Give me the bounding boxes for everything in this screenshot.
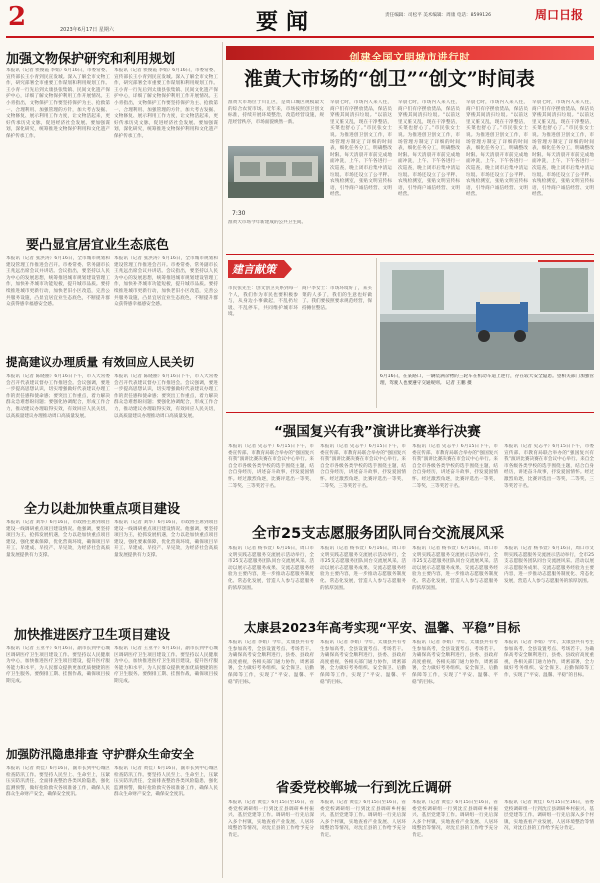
banner-text: 创建全国文明城市进行时	[349, 53, 471, 64]
campaign-banner	[226, 46, 594, 64]
article-title: 加强防汛隐患排查 守护群众生命安全	[6, 747, 195, 761]
editor-info: 责任编辑：司松平 美术编辑：周康 电话：8599126	[385, 13, 492, 18]
article-body-cont: 本报讯（记者 王亚平）6月16日，副市长到中心城区调研医疗卫生项目建设工作。要坚持以人民健康为中心，加快推进医疗卫生项目建设，提升医疗服务能力和水平，为人民群众提供更加优质便捷的医疗卫生服务。要倒排工期、挂图作战，确保项目按期完成。	[114, 646, 218, 684]
page-number: 2	[8, 2, 27, 32]
article-body: 本报讯（记者 刘华）6月16日，市政协主席到项目建设一线调研重点项目建设情况。他强调，要坚持项目为王，抢抓发展机遇，全力以赴加快重点项目建设，强化要素保障，优化营商环境，确保项目早开工、早建成、早投产、早见效，为经济社会高质量发展提供有力支撑。	[6, 520, 110, 558]
article-body-cont: 本报讯（记者 侯俊霞 李娟）6月16日，市委常委、宣传部长王小青到民宣发城。深入了解全市文物工作，研究部署全市重要工作谋划和利用规划工作。王小青一行先后到太康县张集镇、民间文化遗产保护中心，详细了解文物保护利用工作开展情况。王小青指出，文物保护工作要坚持保护为主、抢救第一、合理利用、加强管理的方针，加大考古发掘、文物修复、展示利用工作力度，让文物活起来，更好传承历史文脉，促进经济社会发展。要加强谋划，深化研究，统筹推进文物保护利用和文化遗产保护传承工作。	[114, 68, 218, 139]
article-body: 本报讯（记者 王亚平）6月16日，副市长到中心城区调研医疗卫生项目建设工作。要坚持以人民健康为中心，加快推进医疗卫生项目建设，提升医疗服务能力和水平，为人民群众提供更加优质便捷的医疗卫生服务。要倒排工期、挂图作战，确保项目按期完成。	[6, 646, 110, 684]
main-body-col3: 早晨七时，市场内人来人往，商户们有序摆放货品，保洁员穿梭其间清扫垃圾。“以前这里又脏又乱，现在干净整洁，买菜也舒心了。”市民张女士说。为推进创卫创文工作，市场管理方制定了详细的时间表，细化任务分工，明确整改时限。每天清晨开市前完成地面冲洗，上午、下午各进行一次巡查，晚上闭市后集中清运垃圾。市场还设立了公平秤、农残检测室，张贴文明宣传标语，引导商户诚信经营、文明经营。	[466, 100, 528, 198]
article-title: 要凸显宜居宜业生态底色	[26, 238, 170, 253]
article-body: 本报讯（记者 侯俊霞 李娟）6月16日，市委常委、宣传部长王小青到民宣发城。深入了解全市文物工作，研究部署全市重要工作谋划和利用规划工作。王小青一行先后到太康县张集镇、民间文化遗产保护中心，详细了解文物保护利用工作开展情况。王小青指出，文物保护工作要坚持保护为主、抢救第一、合理利用、加强管理的方针，加大考古发掘、文物修复、展示利用工作力度，让文物活起来，更好传承历史文脉，促进经济社会发展。要加强谋划，深化研究，统筹推进文物保护利用和文化遗产保护传承工作。	[6, 68, 110, 139]
tricycle-caption: 6月16日，在某路口，一辆装满杂物的三轮车在机动车道上逆行，存在较大安全隐患。望相关部门加强管理，驾驶人也要遵守交通规则。 记者 王鹏 摄	[380, 374, 594, 386]
article-title: 省委党校郸城一行到沈丘调研	[276, 780, 452, 796]
article-body-cont: 本报讯（记者 黄佳）6月15日至16日，省委党校调研组一行到沈丘县调研乡村振兴、基层党建等工作。调研组一行先后深入多个村镇，实地查看产业发展、人居环境整治等情况，对沈丘县的工作给予充分肯定。	[504, 800, 594, 832]
article-body-cont: 本报讯（记者 史志平）6月15日下午，市委宣传部、市教育局联合举办的“强国复兴有我”演讲比赛决赛在市会议中心举行。来自全市各级各类学校的选手围绕主题，结合自身经历，讲述奋斗故事，抒发爱国情怀。经过激烈角逐，比赛评选出一等奖、二等奖、三等奖若干名。	[320, 444, 406, 489]
article-body: 本报讯（记者 张洪涛）6月16日，全市城市规划和建设管理工作推进会召开。市委常委、常务副市长王兆远出席会议并讲话。会议指出，要坚持以人民为中心的发展思想，统筹推进城市规划建设管理工作，加快补齐城市功能短板，提升城市品质。要持续推进城市更新行动，加快老旧小区改造，完善公共服务设施，凸显宜居宜业生态底色，不断提升群众获得感幸福感安全感。	[6, 256, 110, 308]
article-body-cont: 本报讯（记者 史志平）6月15日下午，市委宣传部、市教育局联合举办的“强国复兴有我”演讲比赛决赛在市会议中心举行。来自全市各级各类学校的选手围绕主题，结合自身经历，讲述奋斗故事，抒发爱国情怀。经过激烈角逐，比赛评选出一等奖、二等奖、三等奖若干名。	[504, 444, 594, 489]
jianyan-body-cont: 商户李女士：市场环境好了，来买菜的人多了，我们的生意也好做了。我们要按照要求规范经营，保持摊位整洁。	[302, 286, 372, 311]
article-body: 本报讯（记者 杨书萱）6月16日，周口市文明实践志愿服务交流展示活动举行，全市25支志愿服务团队同台交流展风采。活动以展示志愿服务成果、交流志愿服务经验为主要内容，进一步推动志愿服务制度化、常态化发展，营造人人参与志愿服务的浓厚氛围。	[228, 546, 314, 591]
article-body-cont: 本报讯（记者 杨书萱）6月16日，周口市文明实践志愿服务交流展示活动举行，全市25支志愿服务团队同台交流展风采。活动以展示志愿服务成果、交流志愿服务经验为主要内容，进一步推动志愿服务制度化、常态化发展，营造人人参与志愿服务的浓厚氛围。	[504, 546, 594, 584]
section-title: 要闻	[256, 9, 317, 35]
article-title: 太康县2023年高考实现“平安、温馨、平稳”目标	[244, 620, 521, 635]
article-body: 本报讯（记者 史志平）6月15日下午，市委宣传部、市教育局联合举办的“强国复兴有我”演讲比赛决赛在市会议中心举行。来自全市各级各类学校的选手围绕主题，结合自身经历，讲述奋斗故事，抒发爱国情怀。经过激烈角逐，比赛评选出一等奖、二等奖、三等奖若干名。	[228, 444, 314, 489]
article-title: “强国复兴有我”演讲比赛举行决赛	[274, 424, 481, 440]
article-body-cont: 本报讯（记者 黄佳）6月15日至16日，省委党校调研组一行到沈丘县调研乡村振兴、基层党建等工作。调研组一行先后深入多个村镇，实地查看产业发展、人居环境整治等情况，对沈丘县的工作给予充分肯定。	[320, 800, 406, 838]
jianyan-body: 市民张先生：创文创卫关系到每一个人，我们作为市民也要积极参与，从身边小事做起，不乱扔垃圾、不乱停车，共同维护城市环境。	[228, 286, 298, 318]
article-title: 全市25支志愿服务团队同台交流展风采	[252, 526, 505, 542]
article-body-cont: 本报讯（记者 李娟）今年，太康县共有考生参加高考，全县设置考点、考场若干。为确保高考安全顺利进行，县委、县政府高度重视，各相关部门通力协作，周密部署，全力做好考务组织、安全保卫、后勤保障等工作，实现了“平安、温馨、平稳”的目标。	[412, 640, 498, 685]
article-body-cont: 本报讯（记者 杨书萱）6月16日，周口市文明实践志愿服务交流展示活动举行，全市25支志愿服务团队同台交流展风采。活动以展示志愿服务成果、交流志愿服务经验为主要内容，进一步推动志愿服务制度化、常态化发展，营造人人参与志愿服务的浓厚氛围。	[412, 546, 498, 591]
main-intro: 淮黄大市场位于川汇区，是周口城区规模最大的综合农贸市场。近年来，市场按照创卫创文标准，持续开展环境整治，改造经营设施，规范经营秩序，市场面貌焕然一新。	[228, 100, 324, 125]
photo-caption: 淮黄大市场今年新建成的公共卫生间。	[228, 220, 307, 225]
header-rule	[6, 36, 594, 38]
jianyan-tag	[228, 258, 292, 280]
jianyan-tag-text: 建言献策	[232, 263, 276, 276]
page-date: 2023年6月17日 星期六	[60, 27, 114, 33]
article-body-cont: 本报讯（记者 李娟）今年，太康县共有考生参加高考，全县设置考点、考场若干。为确保高考安全顺利进行，县委、县政府高度重视，各相关部门通力协作，周密部署，全力做好考务组织、安全保卫、后勤保障等工作，实现了“平安、温馨、平稳”的目标。	[320, 640, 406, 685]
market-photo-illustration	[228, 146, 324, 198]
article-title: 加快推进医疗卫生项目建设	[14, 628, 171, 643]
main-body-col2: 早晨七时，市场内人来人往，商户们有序摆放货品，保洁员穿梭其间清扫垃圾。“以前这里又脏又乱，现在干净整洁，买菜也舒心了。”市民张女士说。为推进创卫创文工作，市场管理方制定了详细的时间表，细化任务分工，明确整改时限。每天清晨开市前完成地面冲洗，上午、下午各进行一次巡查，晚上闭市后集中清运垃圾。市场还设立了公平秤、农残检测室，张贴文明宣传标语，引导商户诚信经营、文明经营。	[398, 100, 460, 198]
article-body: 本报讯（记者 陈晓丽）6月16日下午，市人大常委会召开代表建议督办工作推进会。会议强调，要进一步提高思想认识，切实增强做好代表建议办理工作的责任感和使命感；要突出工作重点，着力解决群众急难愁盼问题；要强化协调配合，形成工作合力，推动建议办理取得实效，有效回应人民关切，以高质量建议办理推动周口高质量发展。	[6, 374, 110, 419]
street-photo-illustration	[380, 262, 594, 370]
article-body-cont: 本报讯（记者 黄佳）6月16日，副市长到中心城区检查防汛工作。要坚持人民至上、生命至上，压紧压实防汛责任，全面排查整治各类风险隐患，强化监测预警，做好抢险救灾各项准备工作，确保人民群众生命财产安全，确保安全度汛。	[114, 766, 218, 798]
article-body-cont: 本报讯（记者 杨书萱）6月16日，周口市文明实践志愿服务交流展示活动举行，全市25支志愿服务团队同台交流展风采。活动以展示志愿服务成果、交流志愿服务经验为主要内容，进一步推动志愿服务制度化、常态化发展，营造人人参与志愿服务的浓厚氛围。	[320, 546, 406, 591]
feature-divider	[376, 258, 377, 408]
main-body-col1: 早晨七时，市场内人来人往，商户们有序摆放货品，保洁员穿梭其间清扫垃圾。“以前这里又脏又乱，现在干净整洁，买菜也舒心了。”市民张女士说。为推进创卫创文工作，市场管理方制定了详细的时间表，细化任务分工，明确整改时限。每天清晨开市前完成地面冲洗，上午、下午各进行一次巡查，晚上闭市后集中清运垃圾。市场还设立了公平秤、农残检测室，张贴文明宣传标语，引导商户诚信经营、文明经营。	[330, 100, 392, 198]
article-body-cont: 本报讯（记者 李娟）今年，太康县共有考生参加高考，全县设置考点、考场若干。为确保高考安全顺利进行，县委、县政府高度重视，各相关部门通力协作，周密部署，全力做好考务组织、安全保卫、后勤保障等工作，实现了“平安、温馨、平稳”的目标。	[504, 640, 594, 678]
main-body-col4: 早晨七时，市场内人来人往，商户们有序摆放货品，保洁员穿梭其间清扫垃圾。“以前这里又脏又乱，现在干净整洁，买菜也舒心了。”市民张女士说。为推进创卫创文工作，市场管理方制定了详细的时间表，细化任务分工，明确整改时限。每天清晨开市前完成地面冲洗，上午、下午各进行一次巡查，晚上闭市后集中清运垃圾。市场还设立了公平秤、农残检测室，张贴文明宣传标语，引导商户诚信经营、文明经营。	[532, 100, 594, 198]
article-body: 本报讯（记者 李娟）今年，太康县共有考生参加高考，全县设置考点、考场若干。为确保高考安全顺利进行，县委、县政府高度重视，各相关部门通力协作，周密部署，全力做好考务组织、安全保卫、后勤保障等工作，实现了“平安、温馨、平稳”的目标。	[228, 640, 314, 685]
article-body-cont: 本报讯（记者 陈晓丽）6月16日下午，市人大常委会召开代表建议督办工作推进会。会议强调，要进一步提高思想认识，切实增强做好代表建议办理工作的责任感和使命感；要突出工作重点，着力解决群众急难愁盼问题；要强化协调配合，形成工作合力，推动建议办理取得实效，有效回应人民关切，以高质量建议办理推动周口高质量发展。	[114, 374, 218, 419]
article-body-cont: 本报讯（记者 史志平）6月15日下午，市委宣传部、市教育局联合举办的“强国复兴有我”演讲比赛决赛在市会议中心举行。来自全市各级各类学校的选手围绕主题，结合自身经历，讲述奋斗故事，抒发爱国情怀。经过激烈角逐，比赛评选出一等奖、二等奖、三等奖若干名。	[412, 444, 498, 489]
feature-rule	[226, 254, 594, 255]
page-header	[0, 0, 600, 40]
article-body: 本报讯（记者 黄佳）6月15日至16日，省委党校调研组一行到沈丘县调研乡村振兴、基层党建等工作。调研组一行先后深入多个村镇，实地查看产业发展、人居环境整治等情况，对沈丘县的工作给予充分肯定。	[228, 800, 314, 838]
time-stamp: 7:30	[232, 210, 246, 217]
column-divider	[222, 42, 223, 878]
tricycle-photo	[380, 262, 594, 370]
left-column	[6, 42, 218, 878]
article-body-cont: 本报讯（记者 黄佳）6月15日至16日，省委党校调研组一行到沈丘县调研乡村振兴、基层党建等工作。调研组一行先后深入多个村镇，实地查看产业发展、人居环境整治等情况，对沈丘县的工作给予充分肯定。	[412, 800, 498, 838]
article-title: 提高建议办理质量 有效回应人民关切	[6, 355, 195, 369]
article-body-cont: 本报讯（记者 刘华）6月16日，市政协主席到项目建设一线调研重点项目建设情况。他强调，要坚持项目为王，抢抓发展机遇，全力以赴加快重点项目建设，强化要素保障，优化营商环境，确保项目早开工、早建成、早投产、早见效，为经济社会高质量发展提供有力支撑。	[114, 520, 218, 558]
article-body: 本报讯（记者 黄佳）6月16日，副市长到中心城区检查防汛工作。要坚持人民至上、生命至上，压紧压实防汛责任，全面排查整治各类风险隐患，强化监测预警，做好抢险救灾各项准备工作，确保人民群众生命财产安全，确保安全度汛。	[6, 766, 110, 798]
newspaper-logo: 周口日报	[535, 8, 584, 22]
main-headline: 淮黄大市场的“创卫”“创文”时间表	[244, 68, 535, 90]
article-title: 加强文物保护研究和利用规划	[6, 52, 176, 67]
market-photo	[228, 146, 324, 198]
article-title: 全力以赴加快重点项目建设	[24, 502, 181, 517]
article-body-cont: 本报讯（记者 张洪涛）6月16日，全市城市规划和建设管理工作推进会召开。市委常委、常务副市长王兆远出席会议并讲话。会议指出，要坚持以人民为中心的发展思想，统筹推进城市规划建设管理工作，加快补齐城市功能短板，提升城市品质。要持续推进城市更新行动，加快老旧小区改造，完善公共服务设施，凸显宜居宜业生态底色，不断提升群众获得感幸福感安全感。	[114, 256, 218, 308]
lower-rule	[226, 412, 594, 413]
